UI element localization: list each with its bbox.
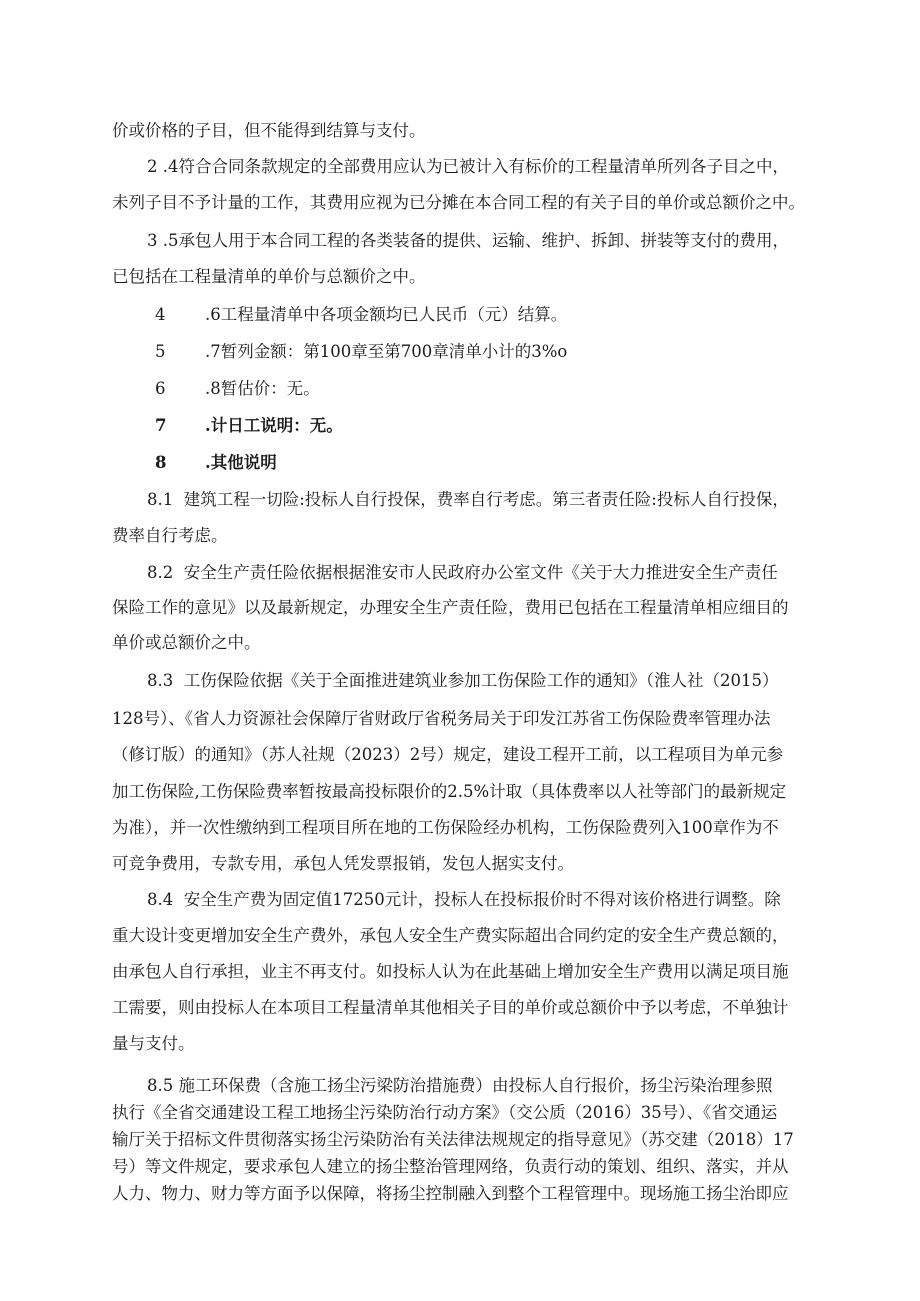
item-number: 7: [155, 416, 167, 435]
item-number: 6: [155, 379, 166, 398]
paragraph-line: 价或价格的子目，但不能得到结算与支付。: [112, 121, 426, 140]
paragraph-line: 号）等文件规定，要求承包人建立的扬尘整治管理网络，负责行动的策划、组织、落实，并从: [112, 1157, 789, 1176]
paragraph-line: 3 .5承包人用于本合同工程的各类装备的提供、运输、维护、拆卸、拼装等支付的费用，: [147, 231, 789, 250]
paragraph-line: 8.5 施工环保费（含施工扬尘污梁防治措施费）由投标人自行报价，扬尘污染治理参照: [147, 1076, 773, 1095]
paragraph-line: 工需要，则由投标人在本项目工程量清单其他相关子目的单价或总额价中予以考虑，不单独计: [112, 998, 789, 1017]
paragraph-line: 保险工作的意见》以及最新规定，办理安全生产责任险，费用已包括在工程量清单相应细目的: [112, 598, 789, 617]
paragraph-line: 费率自行考虑。: [112, 526, 228, 545]
item-text: .计日工说明：无。: [205, 416, 343, 435]
item-text: .7暂列金额：第100章至第700章清单小计的3%o: [205, 342, 568, 361]
paragraph-line: 已包括在工程量清单的单价与总额价之中。: [112, 267, 426, 286]
paragraph-line: 未列子目不予计量的工作，其费用应视为已分摊在本合同工程的有关子目的单价或总额价之中。: [112, 193, 805, 212]
item-number: 5: [155, 342, 166, 361]
paragraph-line: 执行《全省交通建设工程工地扬尘污染防治行动方案》（交公质（2016）35号）、《省交通运: [112, 1103, 778, 1122]
paragraph-line: 输厅关于招标文件贯彻落实扬尘污染防治有关法律法规规定的指导意见》（苏交建（2018）17: [112, 1130, 794, 1149]
paragraph-line: 8.4 安全生产费为固定值17250元计，投标人在投标报价时不得对该价格进行调整。除: [147, 890, 781, 909]
paragraph-line: 8.1 建筑工程一切险:投标人自行投保，费率自行考虑。第三者责任险:投标人自行投保，: [147, 490, 789, 509]
paragraph-line: 量与支付。: [112, 1034, 195, 1053]
section-heading: .其他说明: [205, 453, 277, 472]
paragraph-line: 由承包人自行承担，业主不再支付。如投标人认为在此基础上增加安全生产费用以满足项目施: [112, 962, 789, 981]
item-text: .8暂估价：无。: [205, 379, 320, 398]
paragraph-line: 为准），并一次性缴纳到工程项目所在地的工伤保险经办机构，工伤保险费列入100章作为不: [112, 818, 779, 837]
paragraph-line: 128号）、《省人力资源社会保障厅省财政厅省税务局关于印发江苏省工伤保险费率管理办法: [112, 709, 771, 728]
paragraph-line: 重大设计变更增加安全生产费外，承包人安全生产费实际超出合同约定的安全生产费总额的，: [112, 926, 789, 945]
item-text: .6工程量清单中各项金额均已人民币（元）结算。: [205, 305, 568, 324]
paragraph-line: 8.3 工伤保险依据《关于全面推进建筑业参加工伤保险工作的通知》（淮人社（2015）: [147, 671, 779, 690]
item-number: 4: [155, 305, 166, 324]
item-number: 8: [155, 453, 167, 472]
paragraph-line: 8.2 安全生产责任险依据根据淮安市人民政府办公室文件《关于大力推进安全生产责任: [147, 563, 778, 582]
paragraph-line: 可竞争费用，专款专用，承包人凭发票报销，发包人据实支付。: [112, 854, 574, 873]
paragraph-line: 单价或总额价之中。: [112, 633, 261, 652]
paragraph-line: （修订版）的通知》（苏人社规（2023）2号）规定，建设工程开工前，以工程项目为单元参: [112, 745, 784, 764]
paragraph-line: 人力、物力、财力等方面予以保障，将扬尘控制融入到整个工程管理中。现场施工扬尘治即应: [112, 1184, 789, 1203]
paragraph-line: 加工伤保险,工伤保险费率暂按最高投标限价的2.5%计取（具体费率以人社等部门的最新规定: [112, 782, 787, 801]
paragraph-line: 2 .4符合合同条款规定的全部费用应认为已被计入有标价的工程量清单所列各子目之中，: [147, 157, 789, 176]
